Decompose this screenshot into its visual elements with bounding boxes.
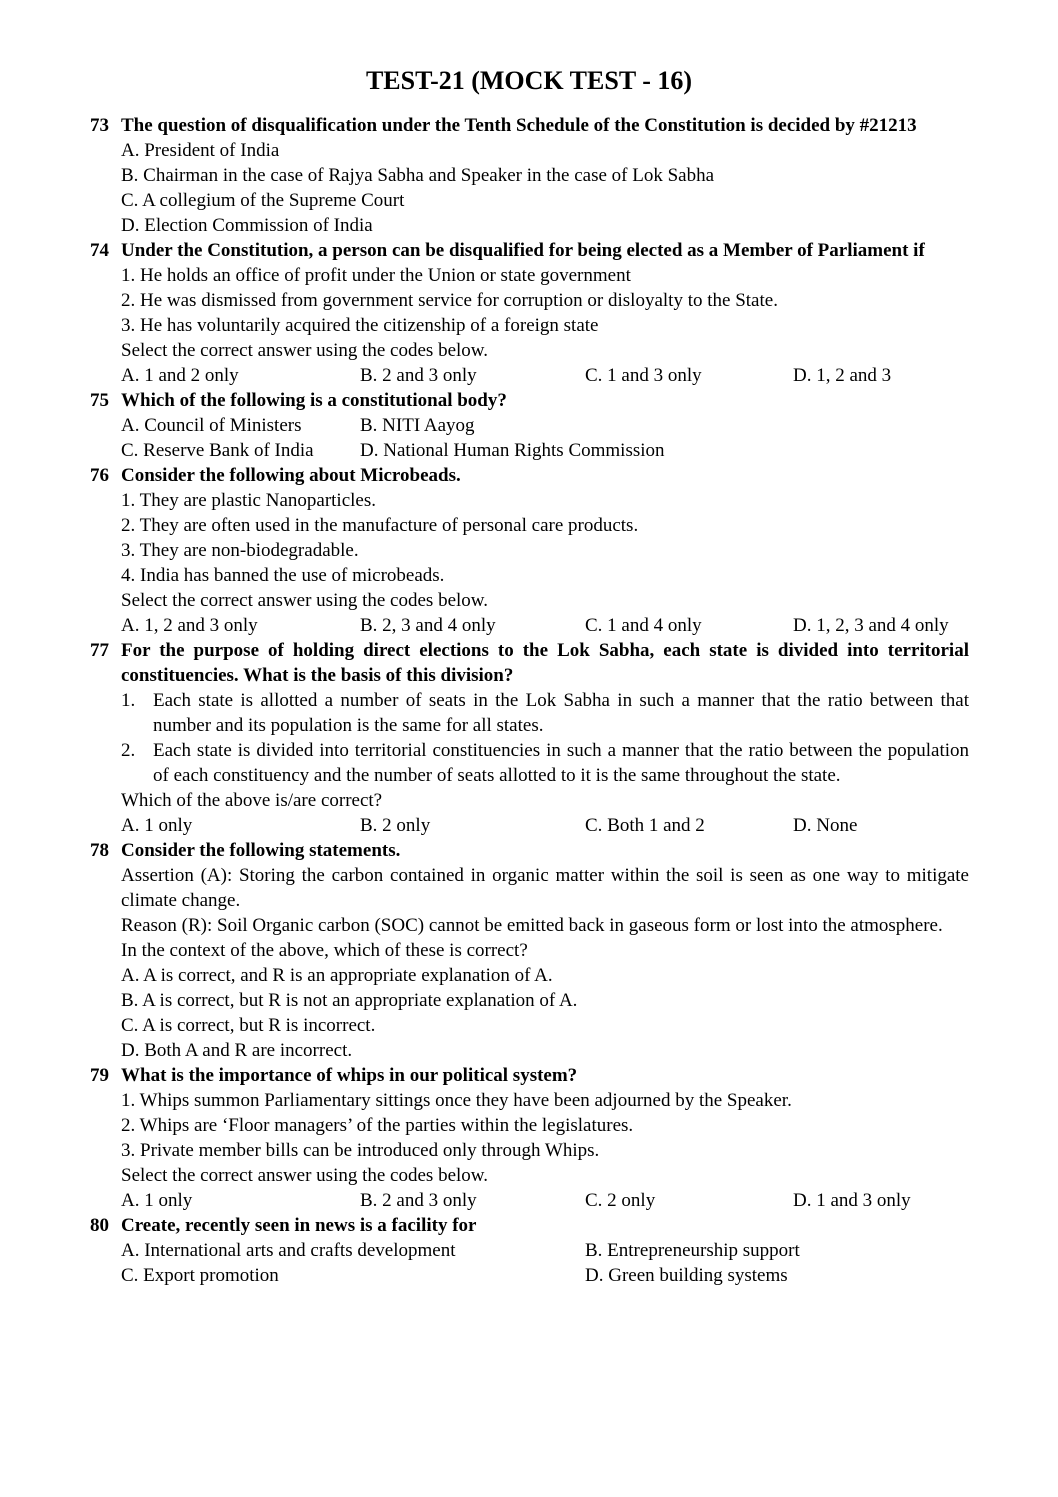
- question-text: What is the importance of whips in our political system?: [121, 1065, 578, 1086]
- question-79: [90, 1063, 969, 1213]
- answer-option: B. 2 and 3 only: [360, 1190, 477, 1211]
- statement-line: 1. He holds an office of profit under the Union or state government: [121, 265, 631, 286]
- question-body: [121, 138, 969, 238]
- answer-option: A. Council of Ministers: [121, 415, 302, 436]
- statement-line: In the context of the above, which of these is correct?: [121, 940, 528, 961]
- answer-option: C. Both 1 and 2: [585, 815, 705, 836]
- question-text: For the purpose of holding direct elections to the Lok Sabha, each state is divided into territorial constituencies. What is the basis of this division?: [121, 640, 969, 686]
- question-75: [90, 388, 969, 463]
- answer-option: D. Green building systems: [585, 1265, 788, 1286]
- question-number: 73: [90, 115, 109, 136]
- statement-line: 4. India has banned the use of microbeads.: [121, 565, 445, 586]
- question-text: Create, recently seen in news is a facility for: [121, 1215, 477, 1236]
- question-73: [90, 113, 969, 238]
- answer-option: C. Reserve Bank of India: [121, 440, 314, 461]
- answer-option: B. Chairman in the case of Rajya Sabha and Speaker in the case of Lok Sabha: [121, 165, 715, 186]
- answer-option: C. 1 and 3 only: [585, 365, 702, 386]
- question-header: [90, 113, 969, 138]
- answer-option: B. NITI Aayog: [360, 415, 475, 436]
- question-body: [121, 863, 969, 1063]
- statement-line: Select the correct answer using the codes below.: [121, 340, 489, 361]
- question-header: [90, 1213, 969, 1238]
- answer-option: D. Both A and R are incorrect.: [121, 1040, 353, 1061]
- statement-line: 3. They are non-biodegradable.: [121, 540, 359, 561]
- question-74: [90, 238, 969, 388]
- statement-line: 1. Whips summon Parliamentary sittings once they have been adjourned by the Speaker.: [121, 1090, 792, 1111]
- statement-line: Assertion (A): Storing the carbon contained in organic matter within the soil is seen as one way to mitigate climate change.: [121, 865, 969, 911]
- question-body: [121, 413, 969, 463]
- answer-options-row: [121, 413, 969, 438]
- answer-options-row: [121, 1238, 969, 1263]
- question-list: [90, 113, 969, 1288]
- question-number: 76: [90, 465, 109, 486]
- answer-option: B. 2 only: [360, 815, 431, 836]
- statement-number: 1.: [121, 690, 136, 711]
- question-header: [90, 838, 969, 863]
- question-body: [121, 688, 969, 838]
- page-title: TEST-21 (MOCK TEST - 16): [365, 66, 693, 95]
- answer-options-row: [121, 363, 969, 388]
- statement-line: Select the correct answer using the codes below.: [121, 1165, 489, 1186]
- statement-line: 1. They are plastic Nanoparticles.: [121, 490, 376, 511]
- statement-line: 3. Private member bills can be introduced only through Whips.: [121, 1140, 600, 1161]
- answer-option: D. 1 and 3 only: [793, 1190, 911, 1211]
- answer-option: A. 1 only: [121, 815, 193, 836]
- answer-option: D. Election Commission of India: [121, 215, 373, 236]
- statement-line: Select the correct answer using the codes below.: [121, 590, 489, 611]
- answer-option: A. A is correct, and R is an appropriate explanation of A.: [121, 965, 553, 986]
- question-header: [90, 388, 969, 413]
- question-header: [90, 238, 969, 263]
- answer-option: A. 1, 2 and 3 only: [121, 615, 258, 636]
- question-text: Which of the following is a constitutional body?: [121, 390, 507, 411]
- statement-line: Which of the above is/are correct?: [121, 790, 383, 811]
- answer-option: C. 2 only: [585, 1190, 656, 1211]
- question-number: 80: [90, 1215, 109, 1236]
- answer-options-row: [121, 813, 969, 838]
- question-number: 77: [90, 640, 109, 661]
- question-80: [90, 1213, 969, 1288]
- statement-text: Each state is divided into territorial constituencies in such a manner that the ratio between the population of each constituency and the number of seats allotted to it is the same throughout the state.: [153, 740, 969, 786]
- question-header: [90, 1063, 969, 1088]
- question-body: [121, 1088, 969, 1213]
- question-body: [121, 488, 969, 638]
- answer-option: C. A collegium of the Supreme Court: [121, 190, 405, 211]
- answer-options-row: [121, 1188, 969, 1213]
- answer-option: C. A is correct, but R is incorrect.: [121, 1015, 376, 1036]
- statement-line: 3. He has voluntarily acquired the citizenship of a foreign state: [121, 315, 599, 336]
- statement-number: 2.: [121, 740, 136, 761]
- question-text: Consider the following statements.: [121, 840, 401, 861]
- answer-option: A. 1 only: [121, 1190, 193, 1211]
- question-body: [121, 1238, 969, 1288]
- answer-option: B. 2, 3 and 4 only: [360, 615, 496, 636]
- statement-text: Each state is allotted a number of seats in the Lok Sabha in such a manner that the ratio between that number and its population is the same for all states.: [153, 690, 969, 736]
- answer-option: B. Entrepreneurship support: [585, 1240, 800, 1261]
- question-number: 79: [90, 1065, 109, 1086]
- answer-options-row: [121, 1263, 969, 1288]
- question-text: Under the Constitution, a person can be disqualified for being elected as a Member of Parliament if: [121, 240, 925, 261]
- statement-line: 2. He was dismissed from government service for corruption or disloyalty to the State.: [121, 290, 778, 311]
- answer-option: C. Export promotion: [121, 1265, 279, 1286]
- statement-line: 2. Whips are ‘Floor managers’ of the parties within the legislatures.: [121, 1115, 634, 1136]
- statement-line: 2. They are often used in the manufacture of personal care products.: [121, 515, 639, 536]
- answer-option: D. 1, 2, 3 and 4 only: [793, 615, 949, 636]
- statement-line: Reason (R): Soil Organic carbon (SOC) cannot be emitted back in gaseous form or lost into the atmosphere.: [121, 915, 943, 936]
- question-text: Consider the following about Microbeads.: [121, 465, 461, 486]
- question-78: [90, 838, 969, 1063]
- answer-option: D. National Human Rights Commission: [360, 440, 665, 461]
- question-number: 78: [90, 840, 109, 861]
- answer-option: D. None: [793, 815, 858, 836]
- numbered-statement: [121, 688, 969, 738]
- answer-option: B. 2 and 3 only: [360, 365, 477, 386]
- answer-options-row: [121, 438, 969, 463]
- answer-option: A. 1 and 2 only: [121, 365, 239, 386]
- question-header: [90, 463, 969, 488]
- answer-option: B. A is correct, but R is not an appropriate explanation of A.: [121, 990, 578, 1011]
- question-text: The question of disqualification under the Tenth Schedule of the Constitution is decided by #21213: [121, 115, 917, 136]
- answer-option: A. International arts and crafts development: [121, 1240, 456, 1261]
- answer-options-row: [121, 613, 969, 638]
- numbered-statement: [121, 738, 969, 788]
- question-number: 74: [90, 240, 109, 261]
- answer-option: C. 1 and 4 only: [585, 615, 702, 636]
- question-header: [90, 638, 969, 688]
- question-76: [90, 463, 969, 638]
- answer-option: A. President of India: [121, 140, 280, 161]
- answer-option: D. 1, 2 and 3: [793, 365, 892, 386]
- question-body: [121, 263, 969, 388]
- question-number: 75: [90, 390, 109, 411]
- question-77: [90, 638, 969, 838]
